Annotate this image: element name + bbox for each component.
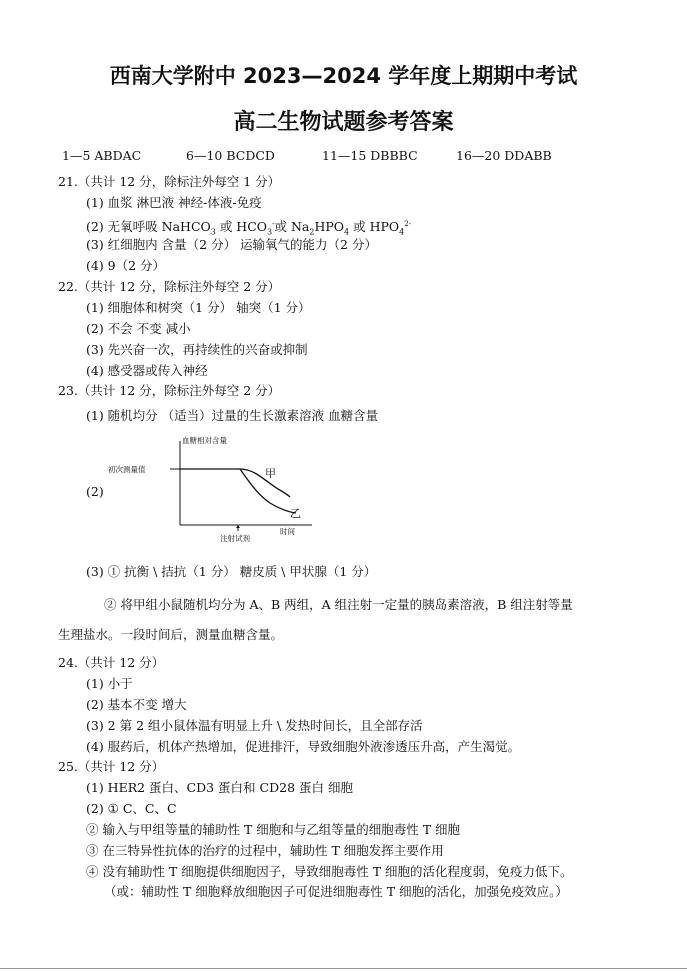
q21-answer-4: (4) 9（2 分） (86, 258, 166, 273)
q24-answer-4: (4) 服药后，机体产热增加，促进排汗，导致细胞外液渗透压升高，产生渴觉。 (86, 739, 521, 754)
diagram-xlabel: 时间 (280, 527, 295, 536)
q24-answer-3: (3) 2 第 2 组小鼠体温有明显上升 \ 发热时间长，且全部存活 (86, 718, 423, 733)
q21-heading: 21.（共计 12 分，除标注外每空 1 分） (58, 174, 281, 189)
q23-answer-2-label: (2) (86, 484, 104, 499)
page-bottom-rule (0, 968, 687, 969)
q23-answer-3-part2-cont: 生理盐水。一段时间后，测量血糖含量。 (58, 627, 284, 642)
page-subtitle: 高二生物试题参考答案 (233, 110, 454, 135)
q23-answer-1: (1) 随机均分 （适当）过量的生长激素溶液 血糖含量 (86, 408, 379, 423)
q25-heading: 25.（共计 12 分） (58, 759, 165, 774)
diagram-inject-label: 注射试剂 (220, 534, 250, 543)
q24-answer-1: (1) 小于 (86, 676, 133, 691)
q23-answer-3: (3) ① 抗衡 \ 拮抗（1 分） 糖皮质 \ 甲状腺（1 分） (86, 564, 377, 579)
choice-answer-1-5: 1—5 ABDAC (62, 148, 142, 163)
q21-answer-2: (2) 无氧呼吸 NaHCO$_3$ 或 $HCO_3^-$或 $Na_2HPO_4$ 或 $HPO_4^{2-}$ (86, 219, 412, 237)
q22-answer-3: (3) 先兴奋一次，再持续性的兴奋或抑制 (86, 342, 308, 357)
q21-answer-3: (3) 红细胞内 含量（2 分） 运输氧气的能力（2 分） (86, 237, 377, 252)
page-title: 西南大学附中 2023—2024 学年度上期期中考试 (109, 64, 578, 88)
q23-answer-3-part2: ② 将甲组小鼠随机均分为 A、B 两组，A 组注射一定量的胰岛素溶液，B 组注射等量 (104, 597, 573, 612)
diagram-series-yi-label: 乙 (290, 507, 301, 520)
q22-answer-1: (1) 细胞体和树突（1 分） 轴突（1 分） (86, 300, 311, 315)
q23-heading: 23.（共计 12 分，除标注外每空 2 分） (58, 383, 281, 398)
q25-answer-2-part4: ④ 没有辅助性 T 细胞提供细胞因子，导致细胞毒性 T 细胞的活化程度弱，免疫力低下。 (86, 864, 573, 879)
q24-answer-2: (2) 基本不变 增大 (86, 697, 187, 712)
blood-glucose-sketch-diagram (100, 433, 320, 548)
q21-answer-1: (1) 血浆 淋巴液 神经-体液-免疫 (86, 195, 262, 210)
diagram-ylabel: 血糖相对含量 (182, 436, 227, 445)
q25-answer-2-part3: ③ 在三特异性抗体的治疗的过程中，辅助性 T 细胞发挥主要作用 (86, 843, 444, 858)
diagram-series-jia-label: 甲 (265, 467, 276, 480)
choice-answer-16-20: 16—20 DDABB (456, 148, 552, 163)
q22-answer-4: (4) 感受器或传入神经 (86, 363, 208, 378)
diagram-initial-label: 初次测量值 (108, 465, 146, 474)
choice-answer-11-15: 11—15 DBBBC (322, 148, 418, 163)
q25-answer-1: (1) HER2 蛋白、CD3 蛋白和 CD28 蛋白 细胞 (86, 780, 353, 795)
q22-heading: 22.（共计 12 分，除标注外每空 2 分） (58, 279, 281, 294)
q22-answer-2: (2) 不会 不变 减小 (86, 321, 191, 336)
q24-heading: 24.（共计 12 分） (58, 655, 165, 670)
q25-answer-2-part2: ② 输入与甲组等量的辅助性 T 细胞和与乙组等量的细胞毒性 T 细胞 (86, 822, 461, 837)
q25-answer-2: (2) ① C、C、C (86, 801, 177, 816)
choice-answer-6-10: 6—10 BCDCD (186, 148, 275, 163)
q25-answer-2-part4-alt: （或：辅助性 T 细胞释放细胞因子可促进细胞毒性 T 细胞的活化，加强免疫效应。） (104, 884, 568, 899)
